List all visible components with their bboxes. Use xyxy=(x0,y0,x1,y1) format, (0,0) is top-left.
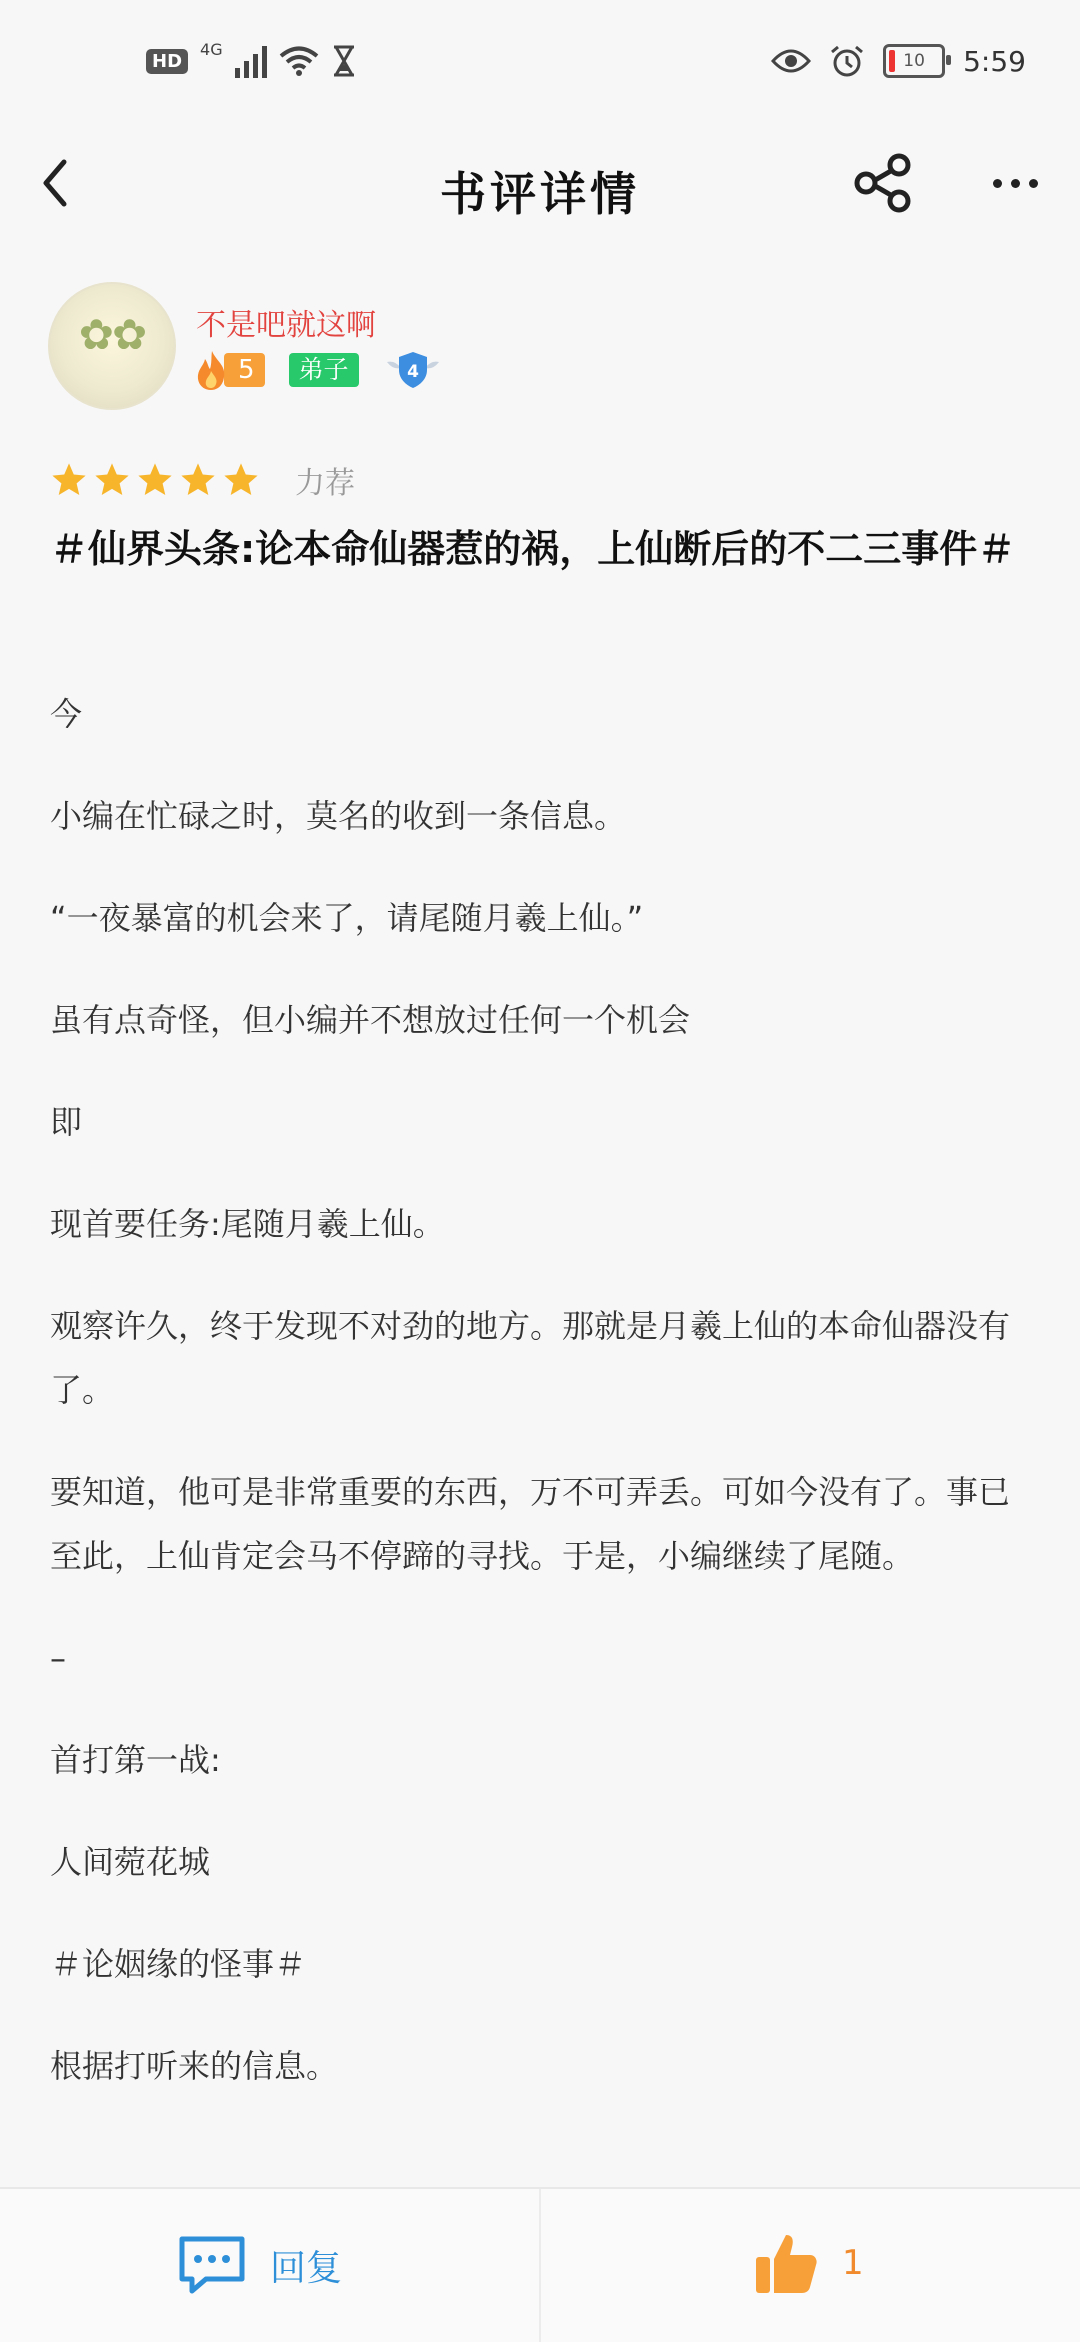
hourglass-icon xyxy=(331,45,357,77)
review-paragraph: 虽有点奇怪，但小编并不想放过任何一个机会 xyxy=(50,1001,691,1039)
review-paragraph: 现首要任务:尾随月羲上仙。 xyxy=(50,1205,445,1243)
review-paragraph: – xyxy=(50,1639,66,1677)
network-type: 4G xyxy=(200,39,223,59)
fire-icon xyxy=(192,349,232,391)
review-paragraph: 根据打听来的信息。 xyxy=(50,2047,339,2085)
eye-icon xyxy=(771,47,811,75)
nav-header xyxy=(0,128,1080,238)
hd-icon: HD xyxy=(146,49,188,74)
battery-icon xyxy=(883,44,945,78)
status-bar xyxy=(0,0,1080,128)
star-icon xyxy=(93,461,131,499)
page-title: 书评详情 xyxy=(440,167,640,221)
star-icon xyxy=(136,461,174,499)
dot-icon xyxy=(1011,179,1020,188)
review-paragraph: 首打第一战: xyxy=(50,1741,221,1779)
share-icon xyxy=(848,148,918,218)
reply-button[interactable] xyxy=(176,2233,342,2297)
like-count: 1 xyxy=(842,2243,864,2283)
review-body xyxy=(50,682,1035,2136)
share-button[interactable] xyxy=(848,148,918,218)
avatar-art: ✿✿ xyxy=(78,310,146,359)
avatar[interactable] xyxy=(48,282,176,410)
review-paragraph: “一夜暴富的机会来了，请尾随月羲上仙。” xyxy=(50,899,644,937)
bottom-action-bar xyxy=(0,2187,1080,2342)
dot-icon xyxy=(993,179,1002,188)
comment-icon xyxy=(176,2233,248,2297)
star-icon xyxy=(179,461,217,499)
review-title: ＃仙界头条:论本命仙器惹的祸，上仙断后的不二三事件＃ xyxy=(50,527,1016,571)
rating-label: 力荐 xyxy=(295,466,355,501)
review-paragraph: 即 xyxy=(50,1103,83,1141)
reply-label: 回复 xyxy=(270,2247,343,2289)
fire-level: 5 xyxy=(224,353,265,387)
shield-level: 4 xyxy=(406,362,419,382)
review-paragraph: 观察许久，终于发现不对劲的地方。那就是月羲上仙的本命仙器没有了。 xyxy=(50,1307,1011,1409)
dot-icon xyxy=(1029,179,1038,188)
like-button[interactable] xyxy=(752,2229,864,2297)
star-icon xyxy=(50,461,88,499)
review-paragraph: ＃论姻缘的怪事＃ xyxy=(50,1945,307,1983)
review-paragraph: 人间菀花城 xyxy=(50,1843,211,1881)
star-icon xyxy=(222,461,260,499)
star-rating xyxy=(50,458,355,502)
author-name[interactable]: 不是吧就这啊 xyxy=(196,308,376,343)
status-right xyxy=(771,44,1026,78)
divider xyxy=(539,2189,541,2342)
more-options-button[interactable] xyxy=(980,148,1050,218)
clock: 5:59 xyxy=(963,44,1026,78)
alarm-icon xyxy=(829,44,865,78)
author-badges xyxy=(192,348,443,392)
author-info xyxy=(48,282,1048,412)
role-badge: 弟子 xyxy=(289,353,359,387)
fire-level-badge xyxy=(192,353,265,387)
shield-icon xyxy=(383,348,443,392)
review-paragraph: 要知道，他可是非常重要的东西，万不可弄丢。可如今没有了。事已至此，上仙肯定会马不停蹄的寻找。于是，小编继续了尾随。 xyxy=(50,1473,1011,1575)
wifi-icon xyxy=(279,45,319,77)
battery-level: 10 xyxy=(903,51,925,71)
thumbs-up-icon xyxy=(752,2229,820,2297)
status-left xyxy=(146,39,357,78)
review-paragraph: 小编在忙碌之时，莫名的收到一条信息。 xyxy=(50,797,627,835)
signal-icon xyxy=(235,44,267,78)
review-paragraph: 今 xyxy=(50,695,83,733)
